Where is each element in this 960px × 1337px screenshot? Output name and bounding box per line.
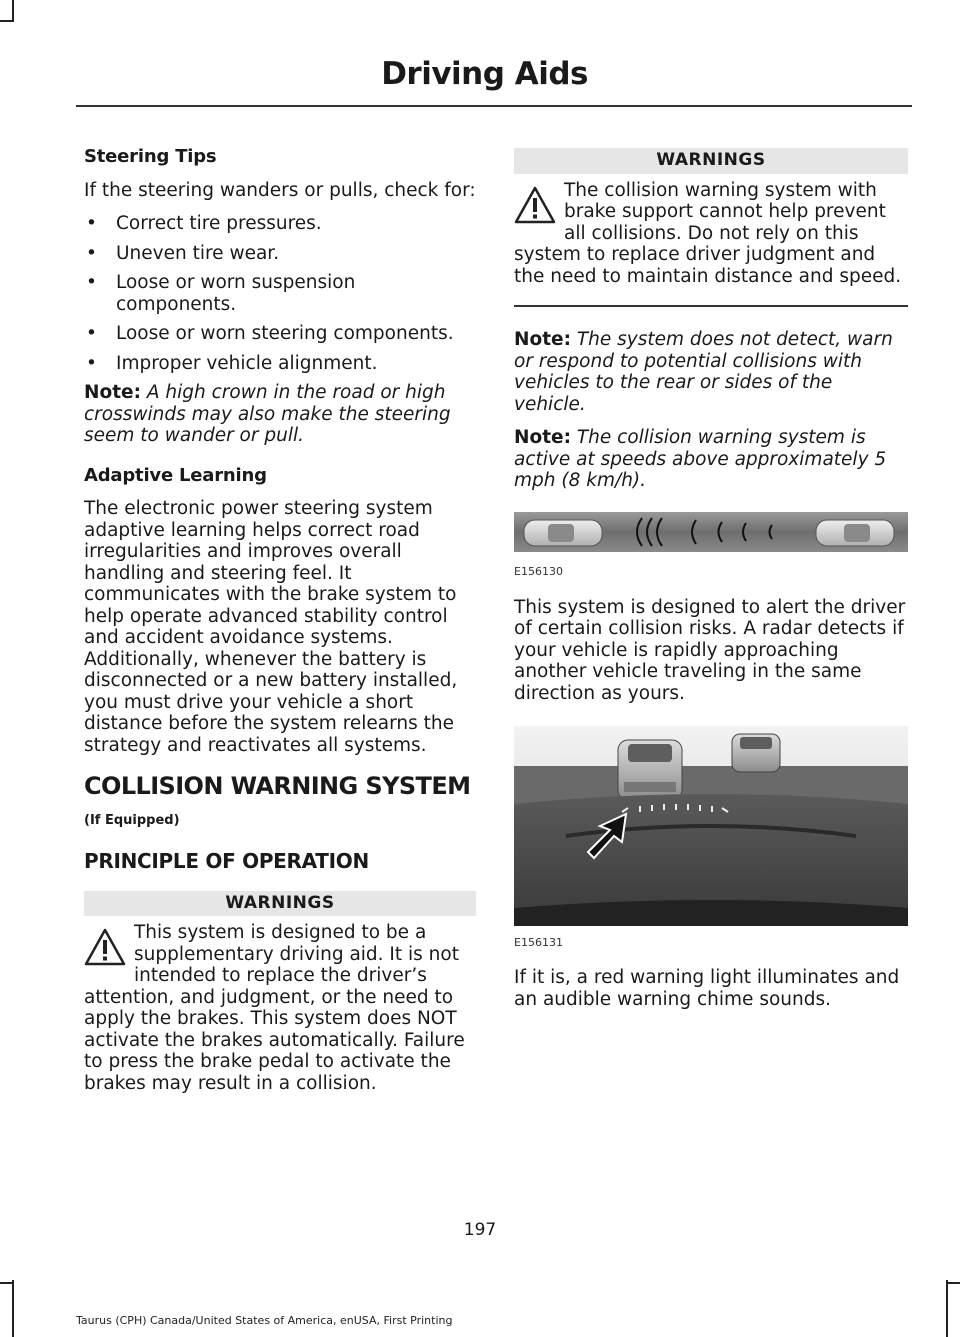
warning-text: The collision warning system with brake support cannot help prevent all collisions. Do not rely on this system to replace driver judgment and the need to maintain distance and speed. <box>514 179 902 287</box>
note-label: Note: <box>514 329 571 350</box>
warnings-heading: WARNINGS <box>514 148 908 174</box>
warnings-heading: WARNINGS <box>84 891 476 917</box>
printing-info: Taurus (CPH) Canada/United States of America, enUSA, First Printing <box>76 1314 453 1327</box>
note-label: Note: <box>514 427 571 448</box>
warning-triangle-icon <box>514 186 556 224</box>
figure-label: E156130 <box>514 565 563 578</box>
rear-car-icon <box>524 520 602 546</box>
note-label: Note: <box>84 382 141 403</box>
lead-car-icon <box>618 740 682 800</box>
list-item: • Loose or worn suspension components. <box>84 272 476 315</box>
warning-box <box>84 891 476 1095</box>
radar-figure <box>514 508 908 583</box>
steering-tips-heading: Steering Tips <box>84 146 217 167</box>
warning-box <box>514 148 908 307</box>
crop-mark <box>12 0 14 22</box>
dashboard-illustration <box>514 726 908 926</box>
front-car-icon <box>816 520 894 546</box>
principle-title: PRINCIPLE OF OPERATION <box>84 849 369 873</box>
note-text: The system does not detect, warn or respond to potential collisions with vehicles to the rear or sides of the vehicle. <box>514 329 893 415</box>
figure-label: E156131 <box>514 935 563 949</box>
crop-mark <box>946 1282 960 1284</box>
list-item: • Loose or worn steering components. <box>84 323 476 345</box>
adaptive-learning-heading: Adaptive Learning <box>84 464 267 486</box>
right-column <box>514 146 908 1022</box>
warning-text: This system is designed to be a supplementary driving aid. It is not intended to replace the driver’s attention, and judgment, or the need to apply the brakes. This system does NOT activate the brakes automatically. Failure to press the brake pedal to activate the brakes may result in a collision. <box>84 922 465 1094</box>
steering-note <box>84 382 476 447</box>
list-item: • Improper vehicle alignment. <box>84 353 476 375</box>
if-equipped-label: (If Equipped) <box>84 812 180 828</box>
far-car-icon <box>732 734 780 772</box>
crop-mark <box>0 20 14 22</box>
radar-illustration <box>514 508 908 556</box>
note-text: The collision warning system is active at speeds above approximately 5 mph (8 km/h). <box>514 427 887 491</box>
radar-paragraph: This system is designed to alert the driver of certain collision risks. A radar detects if your vehicle is rapidly approaching another vehicle traveling in the same direction as yours. <box>514 596 906 704</box>
section-title: Driving Aids <box>381 56 588 92</box>
warning-rule <box>514 305 908 307</box>
list-item: • Correct tire pressures. <box>84 213 476 235</box>
left-column <box>84 146 476 1114</box>
steering-checklist <box>84 213 476 374</box>
crop-mark <box>12 1280 14 1337</box>
crop-mark <box>946 1280 948 1337</box>
warning-triangle-icon <box>84 928 126 966</box>
note-text: A high crown in the road or high crosswinds may also make the steering seem to wander or pull. <box>84 382 451 446</box>
page-number: 197 <box>463 1220 497 1240</box>
header-rule <box>76 105 912 107</box>
steering-tips-intro: If the steering wanders or pulls, check for: <box>84 179 476 201</box>
note-detection <box>514 329 908 415</box>
note-speed <box>514 427 908 492</box>
collision-warning-title: COLLISION WARNING SYSTEM <box>84 772 471 800</box>
crop-mark <box>0 1282 14 1284</box>
adaptive-learning-text: The electronic power steering system adaptive learning helps correct road irregularities and improves overall handling and steering feel. It communicates with the brake system to help operate advanced stability control and accident avoidance systems. Additionally, whenever the battery is disconnected or a new battery installed, you must drive your vehicle a short distance before the system relearns the strategy and reactivates all systems. <box>84 498 458 756</box>
windshield-figure <box>514 726 908 953</box>
list-item: • Uneven tire wear. <box>84 243 476 265</box>
warning-light-paragraph: If it is, a red warning light illuminates and an audible warning chime sounds. <box>514 967 900 1010</box>
